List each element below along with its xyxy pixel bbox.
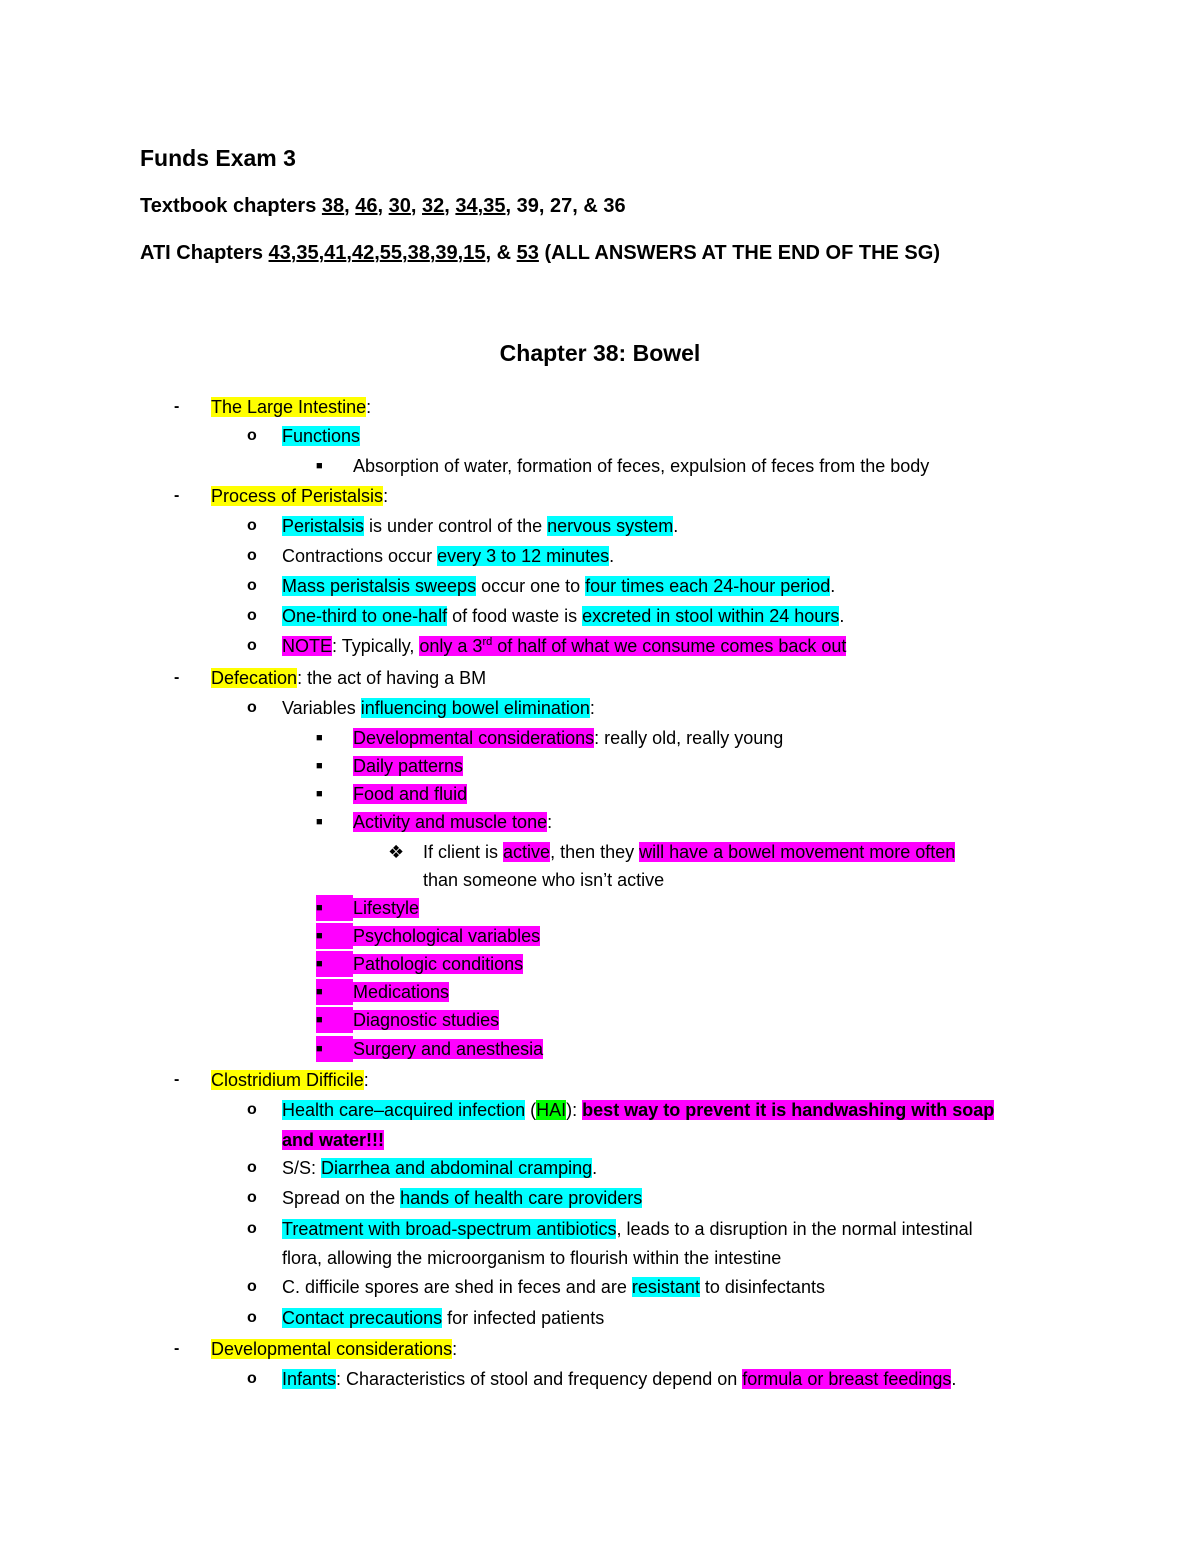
chapter-ref: 30 (388, 195, 411, 217)
list-item (282, 1185, 642, 1211)
circle-bullet: o (247, 517, 257, 534)
document-title: Funds Exam 3 (140, 145, 296, 171)
highlight-text: hands of health care providers (400, 1188, 643, 1208)
defecation-heading (211, 665, 486, 691)
highlight-text: Treatment with broad-spectrum antibiotics (282, 1219, 617, 1239)
highlight-text: Pathologic conditions (353, 954, 524, 974)
circle-bullet: o (247, 1159, 257, 1176)
highlight-text: of half of what we consume comes back out (492, 636, 847, 656)
square-bullet: ■ (316, 1007, 353, 1033)
list-item (353, 781, 467, 807)
text: . (592, 1158, 598, 1178)
ati-chapters-line: ATI Chapters 43,35,41,42,55,38,39,15, & 53 (ALL ANSWERS AT THE END OF THE SG) (140, 242, 940, 264)
text: of food waste is (447, 606, 583, 626)
highlight-text: Contact precautions (282, 1308, 443, 1328)
dash-bullet: - (174, 487, 180, 504)
highlight-text: Infants (282, 1369, 337, 1389)
list-item (353, 725, 783, 751)
circle-bullet: o (247, 637, 257, 654)
chapter-heading: Chapter 38: Bowel (499, 340, 701, 366)
highlight-text: Diagnostic studies (353, 1010, 500, 1030)
highlight-text: and water!!! (282, 1130, 385, 1150)
circle-bullet: o (247, 1370, 257, 1387)
list-item-continuation (282, 1127, 384, 1153)
text: . (830, 576, 836, 596)
circle-bullet: o (247, 1220, 257, 1237)
square-bullet: ■ (316, 760, 323, 772)
heading-text: Defecation (211, 668, 298, 688)
cdiff-heading: Clostridium Difficile: (211, 1070, 369, 1090)
list-item-continuation: flora, allowing the microorganism to flourish within the intestine (282, 1248, 782, 1268)
highlight-text: influencing bowel elimination (360, 698, 590, 718)
chapter-ref: 34 (455, 195, 478, 217)
text: : Characteristics of stool and frequency depend on (336, 1369, 743, 1389)
chapter-ref: 39 (516, 195, 539, 217)
square-bullet: ■ (316, 460, 323, 472)
chapter-ref: 38 (321, 195, 345, 217)
text: C. difficile spores are shed in feces and are (282, 1277, 632, 1297)
functions-item (282, 423, 360, 449)
large-intestine-heading: The Large Intestine: (211, 397, 372, 417)
superscript: rd (482, 636, 493, 648)
list-item (353, 753, 463, 779)
highlight-text: Developmental considerations (353, 728, 595, 748)
list-item (282, 603, 844, 629)
list-item (282, 1305, 604, 1331)
highlight-text: active (503, 842, 551, 862)
text: occur one to (476, 576, 586, 596)
text: . (673, 516, 679, 536)
chapter-ref: 38 (407, 242, 430, 264)
circle-bullet: o (247, 547, 257, 564)
square-bullet: ■ (316, 788, 323, 800)
textbook-chapters-line: Textbook chapters 38, 46, 30, 32, 34,35, 39, 27, & 36 (140, 195, 626, 217)
list-item (282, 1366, 956, 1392)
highlight-text: best way to prevent it is handwashing with soap (582, 1100, 995, 1120)
highlight-text: Health care–acquired infection (282, 1100, 526, 1120)
text: , then they (550, 842, 640, 862)
list-item (353, 979, 449, 1005)
highlight-text: Medications (353, 982, 450, 1002)
chapter-ref: 42 (351, 242, 375, 264)
highlight-text: Lifestyle (353, 898, 420, 918)
highlight-text: excreted in stool within 24 hours (582, 606, 840, 626)
chapter-ref: 55 (379, 242, 403, 264)
chapter-ref: 27 (549, 195, 573, 217)
ati-label: ATI Chapters (140, 242, 263, 264)
highlight-text: Surgery and anesthesia (353, 1039, 544, 1059)
list-item (353, 809, 552, 835)
text: S/S: (282, 1158, 322, 1178)
dash-bullet: - (174, 398, 180, 415)
circle-bullet: o (247, 699, 257, 716)
textbook-label: Textbook chapters (140, 195, 317, 217)
text: Variables (282, 698, 361, 718)
list-item (353, 895, 419, 921)
circle-bullet: o (247, 1101, 257, 1118)
text: If client is (423, 842, 504, 862)
circle-bullet: o (247, 607, 257, 624)
text: Spread on the (282, 1188, 401, 1208)
list-item (282, 543, 614, 569)
circle-bullet: o (247, 427, 257, 444)
text: ): (566, 1100, 583, 1120)
square-bullet: ■ (316, 732, 323, 744)
highlight-text: Food and fluid (353, 784, 468, 804)
list-item (282, 1216, 973, 1242)
circle-bullet: o (247, 1189, 257, 1206)
highlight-text: nervous system (547, 516, 674, 536)
highlight-text: every 3 to 12 minutes (437, 546, 610, 566)
chapter-ref: & 36 (583, 195, 626, 217)
text: : really old, really young (594, 728, 784, 748)
circle-bullet: o (247, 1309, 257, 1326)
heading-text: Process of Peristalsis (211, 486, 384, 506)
chapter-ref: 41 (324, 242, 347, 264)
chapter-ref: 43 (268, 242, 291, 264)
chapter-ref: 35 (296, 242, 319, 264)
text: for infected patients (442, 1308, 605, 1328)
circle-bullet: o (247, 577, 257, 594)
heading-text: The Large Intestine (211, 397, 367, 417)
chapter-ref: 53 (516, 242, 539, 264)
highlight-text: Peristalsis (282, 516, 365, 536)
highlight-text: Psychological variables (353, 926, 541, 946)
highlight-text: only a 3 (419, 636, 483, 656)
ati-note: (ALL ANSWERS AT THE END OF THE SG) (544, 242, 940, 264)
highlight-text: HAI (536, 1100, 567, 1120)
highlight-text: Functions (282, 426, 361, 446)
square-bullet: ■ (316, 816, 323, 828)
list-item-continuation: than someone who isn’t active (423, 870, 665, 890)
list-item (353, 923, 540, 949)
list-item (353, 951, 523, 977)
text: ( (525, 1100, 537, 1120)
text: : (547, 812, 553, 832)
list-item (423, 839, 955, 865)
chapter-ref: 32 (422, 195, 445, 217)
developmental-heading: Developmental considerations: (211, 1339, 458, 1359)
chapter-ref: 46 (355, 195, 378, 217)
square-bullet: ■ (316, 895, 353, 921)
square-bullet: ■ (316, 951, 353, 977)
text: , leads to a disruption in the normal intestinal (616, 1219, 973, 1239)
highlight-text: four times each 24-hour period (585, 576, 831, 596)
list-item (282, 1097, 994, 1123)
ampersand: & (496, 242, 512, 264)
list-item (282, 1274, 825, 1300)
heading-text: Clostridium Difficile (211, 1070, 364, 1090)
list-item (282, 695, 595, 721)
highlight-text: formula or breast feedings (742, 1369, 952, 1389)
text: . (609, 546, 615, 566)
list-item (282, 513, 678, 539)
square-bullet: ■ (316, 1036, 353, 1062)
list-item (353, 1036, 543, 1062)
text: : Typically, (332, 636, 420, 656)
diamond-bullet: ❖ (388, 842, 405, 862)
list-item (282, 633, 846, 659)
chapter-ref: 35 (483, 195, 506, 217)
highlight-text: resistant (631, 1277, 700, 1297)
peristalsis-heading: Process of Peristalsis: (211, 486, 389, 506)
text: . (839, 606, 845, 626)
text: . (951, 1369, 957, 1389)
square-bullet: ■ (316, 979, 353, 1005)
text: to disinfectants (699, 1277, 825, 1297)
text: : (589, 698, 595, 718)
chapter-ref: 15 (463, 242, 486, 264)
square-bullet: ■ (316, 923, 353, 949)
dash-bullet: - (174, 669, 180, 686)
text: : the act of having a BM (297, 668, 487, 688)
text: Contractions occur (282, 546, 438, 566)
chapter-ref: 39 (435, 242, 458, 264)
highlight-text: NOTE (282, 636, 333, 656)
list-item (353, 1007, 499, 1033)
highlight-text: Diarrhea and abdominal cramping (321, 1158, 593, 1178)
highlight-text: Activity and muscle tone (353, 812, 548, 832)
circle-bullet: o (247, 1278, 257, 1295)
dash-bullet: - (174, 1071, 180, 1088)
highlight-text: Daily patterns (353, 756, 464, 776)
functions-detail: Absorption of water, formation of feces, expulsion of feces from the body (353, 456, 930, 476)
list-item (282, 1155, 597, 1181)
list-item (282, 573, 835, 599)
dash-bullet: - (174, 1340, 180, 1357)
highlight-text: One-third to one-half (282, 606, 448, 626)
text: is under control of the (364, 516, 548, 536)
highlight-text: will have a bowel movement more often (639, 842, 956, 862)
heading-text: Developmental considerations (211, 1339, 453, 1359)
highlight-text: Mass peristalsis sweeps (282, 576, 477, 596)
